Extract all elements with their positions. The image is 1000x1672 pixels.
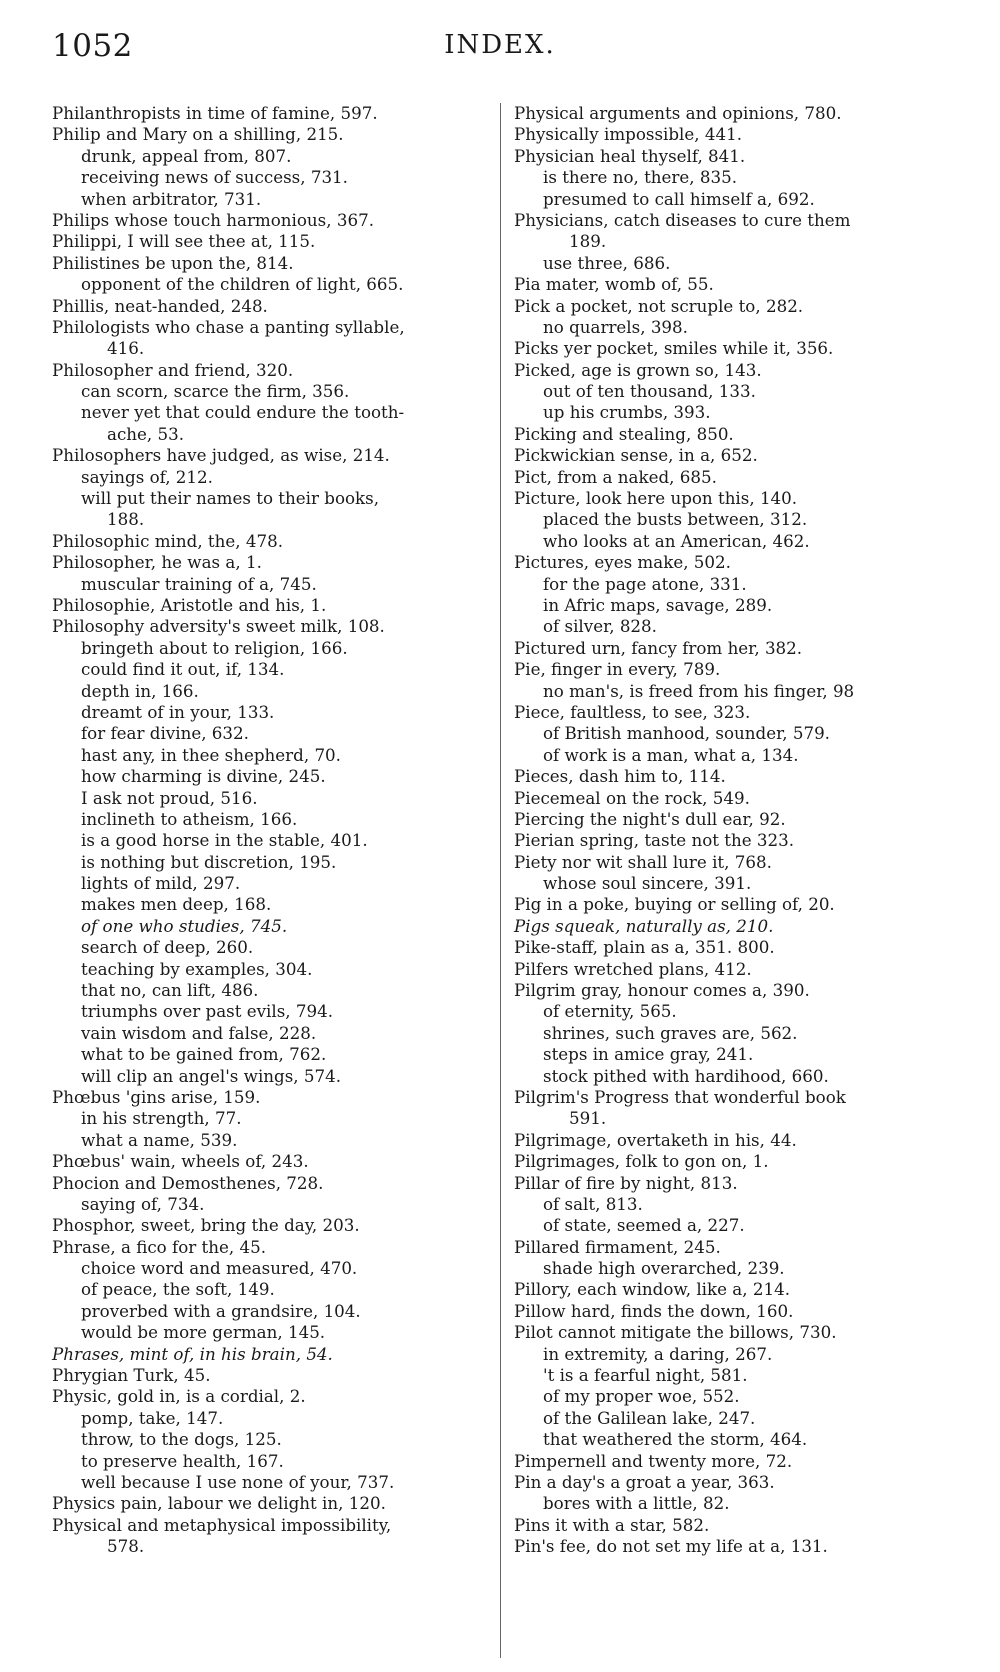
index-subentry: depth in, 166. bbox=[81, 680, 199, 701]
index-subentry: how charming is divine, 245. bbox=[81, 766, 326, 787]
index-subentry: of the Galilean lake, 247. bbox=[543, 1407, 756, 1428]
index-entry: Pilgrim's Progress that wonderful book bbox=[514, 1086, 846, 1107]
index-subentry: what to be gained from, 762. bbox=[81, 1044, 327, 1065]
index-subentry: presumed to call himself a, 692. bbox=[543, 188, 815, 209]
index-subentry: will put their names to their books, bbox=[81, 488, 380, 509]
index-entry: Pia mater, womb of, 55. bbox=[514, 274, 714, 295]
index-entry: Philip and Mary on a shilling, 215. bbox=[52, 124, 344, 145]
index-subentry: I ask not proud, 516. bbox=[81, 787, 258, 808]
index-entry: Pilgrim gray, honour comes a, 390. bbox=[514, 980, 810, 1001]
index-entry: Pin a day's a groat a year, 363. bbox=[514, 1472, 775, 1492]
index-subentry: drunk, appeal from, 807. bbox=[81, 145, 292, 166]
index-entry-continuation: 189. bbox=[569, 231, 607, 252]
index-subentry: search of deep, 260. bbox=[81, 937, 254, 958]
index-entry: Philosophie, Aristotle and his, 1. bbox=[52, 594, 327, 615]
index-subentry: well because I use none of your, 737. bbox=[81, 1472, 395, 1492]
index-subentry: throw, to the dogs, 125. bbox=[81, 1429, 282, 1450]
index-entry: Physics pain, labour we delight in, 120. bbox=[52, 1493, 386, 1514]
index-subentry: could find it out, if, 134. bbox=[81, 659, 285, 680]
index-entry: Physical arguments and opinions, 780. bbox=[514, 103, 842, 123]
index-subentry: dreamt of in your, 133. bbox=[81, 701, 275, 722]
index-entry: Philanthropists in time of famine, 597. bbox=[52, 103, 378, 123]
index-subentry: triumphs over past evils, 794. bbox=[81, 1001, 334, 1022]
index-subentry: 't is a fearful night, 581. bbox=[543, 1365, 748, 1386]
index-entry: Piety nor wit shall lure it, 768. bbox=[514, 851, 772, 872]
index-subentry: of peace, the soft, 149. bbox=[81, 1279, 275, 1300]
index-subentry: steps in amice gray, 241. bbox=[543, 1044, 754, 1065]
index-subentry: muscular training of a, 745. bbox=[81, 573, 317, 594]
index-entry: Philosophers have judged, as wise, 214. bbox=[52, 445, 390, 466]
index-entry: Philips whose touch harmonious, 367. bbox=[52, 209, 375, 230]
index-subentry: when arbitrator, 731. bbox=[81, 188, 262, 209]
index-entry: Philistines be upon the, 814. bbox=[52, 252, 294, 273]
index-entry: Pillory, each window, like a, 214. bbox=[514, 1279, 790, 1300]
index-subentry: will clip an angel's wings, 574. bbox=[81, 1065, 342, 1086]
index-subentry: of work is a man, what a, 134. bbox=[543, 744, 799, 765]
index-subentry: of salt, 813. bbox=[543, 1193, 643, 1214]
index-subentry: out of ten thousand, 133. bbox=[543, 381, 756, 402]
index-subentry: in his strength, 77. bbox=[81, 1108, 242, 1129]
index-entry: Phœbus' wain, wheels of, 243. bbox=[52, 1151, 309, 1172]
index-entry: Pillared firmament, 245. bbox=[514, 1236, 721, 1257]
index-subentry: choice word and measured, 470. bbox=[81, 1258, 358, 1279]
column-divider bbox=[500, 103, 501, 1658]
index-entry: Piecemeal on the rock, 549. bbox=[514, 787, 750, 808]
index-subentry: of silver, 828. bbox=[543, 616, 657, 637]
index-entry: Phosphor, sweet, bring the day, 203. bbox=[52, 1215, 360, 1236]
index-subentry: opponent of the children of light, 665. bbox=[81, 274, 404, 295]
index-entry: Pictured urn, fancy from her, 382. bbox=[514, 637, 803, 658]
index-entry: Pilot cannot mitigate the billows, 730. bbox=[514, 1322, 837, 1343]
index-subentry: for the page atone, 331. bbox=[543, 573, 747, 594]
index-subentry: bores with a little, 82. bbox=[543, 1493, 730, 1514]
index-entry: Physicians, catch diseases to cure them bbox=[514, 209, 851, 230]
index-entry: Pillow hard, finds the down, 160. bbox=[514, 1300, 794, 1321]
index-subentry: up his crumbs, 393. bbox=[543, 402, 711, 423]
index-entry: Pierian spring, taste not the 323. bbox=[514, 830, 795, 851]
index-subentry: of British manhood, sounder, 579. bbox=[543, 723, 830, 744]
index-subentry: placed the busts between, 312. bbox=[543, 509, 808, 530]
index-subentry: is nothing but discretion, 195. bbox=[81, 851, 337, 872]
index-subentry: whose soul sincere, 391. bbox=[543, 873, 752, 894]
index-entry: Philologists who chase a panting syllable, bbox=[52, 316, 405, 337]
index-entry: Phrase, a fico for the, 45. bbox=[52, 1236, 267, 1257]
index-entry-continuation: ache, 53. bbox=[107, 423, 185, 444]
index-entry: Pilfers wretched plans, 412. bbox=[514, 958, 752, 979]
index-subentry: proverbed with a grandsire, 104. bbox=[81, 1300, 361, 1321]
index-entry: Phrygian Turk, 45. bbox=[52, 1365, 211, 1386]
index-entry: Physician heal thyself, 841. bbox=[514, 145, 746, 166]
index-subentry: for fear divine, 632. bbox=[81, 723, 249, 744]
index-subentry: is there no, there, 835. bbox=[543, 167, 738, 188]
index-subentry: never yet that could endure the tooth- bbox=[81, 402, 405, 423]
index-entry: Pins it with a star, 582. bbox=[514, 1514, 710, 1535]
index-subentry: of eternity, 565. bbox=[543, 1001, 677, 1022]
index-entry: Phrases, mint of, in his brain, 54. bbox=[52, 1343, 333, 1364]
index-entry: Picks yer pocket, smiles while it, 356. bbox=[514, 338, 834, 359]
index-subentry: sayings of, 212. bbox=[81, 466, 213, 487]
index-entry: Pigs squeak, naturally as, 210. bbox=[514, 915, 774, 936]
index-entry: Physical and metaphysical impossibility, bbox=[52, 1514, 392, 1535]
index-subentry: can scorn, scarce the firm, 356. bbox=[81, 381, 350, 402]
index-subentry: inclineth to atheism, 166. bbox=[81, 808, 298, 829]
index-entry: Pilgrimage, overtaketh in his, 44. bbox=[514, 1129, 797, 1150]
index-subentry: hast any, in thee shepherd, 70. bbox=[81, 744, 341, 765]
index-subentry: bringeth about to religion, 166. bbox=[81, 637, 348, 658]
index-entry: Picking and stealing, 850. bbox=[514, 423, 734, 444]
index-entry: Philosophy adversity's sweet milk, 108. bbox=[52, 616, 385, 637]
index-subentry: of state, seemed a, 227. bbox=[543, 1215, 745, 1236]
index-entry: Pimpernell and twenty more, 72. bbox=[514, 1450, 793, 1471]
index-entry: Piercing the night's dull ear, 92. bbox=[514, 808, 786, 829]
index-entry: Pike-staff, plain as a, 351. 800. bbox=[514, 937, 775, 958]
index-entry: Physically impossible, 441. bbox=[514, 124, 743, 145]
index-entry-continuation: 591. bbox=[569, 1108, 607, 1129]
index-entry: Physic, gold in, is a cordial, 2. bbox=[52, 1386, 306, 1407]
index-entry: Pin's fee, do not set my life at a, 131. bbox=[514, 1536, 828, 1557]
index-entry: Pie, finger in every, 789. bbox=[514, 659, 721, 680]
index-entry: Phillis, neat-handed, 248. bbox=[52, 295, 268, 316]
index-entry: Phœbus 'gins arise, 159. bbox=[52, 1086, 261, 1107]
index-subentry: that no, can lift, 486. bbox=[81, 980, 259, 1001]
index-entry-continuation: 416. bbox=[107, 338, 145, 359]
page-title: INDEX. bbox=[444, 30, 556, 60]
index-subentry: that weathered the storm, 464. bbox=[543, 1429, 808, 1450]
index-entry: Picked, age is grown so, 143. bbox=[514, 359, 762, 380]
index-subentry: who looks at an American, 462. bbox=[543, 530, 810, 551]
index-subentry: of my proper woe, 552. bbox=[543, 1386, 740, 1407]
index-entry: Pillar of fire by night, 813. bbox=[514, 1172, 738, 1193]
index-entry-continuation: 188. bbox=[107, 509, 145, 530]
index-subentry: is a good horse in the stable, 401. bbox=[81, 830, 368, 851]
index-subentry: no man's, is freed from his finger, 98 bbox=[543, 680, 855, 701]
page-header bbox=[0, 28, 1000, 78]
index-entry: Pilgrimages, folk to gon on, 1. bbox=[514, 1151, 769, 1172]
index-subentry: of one who studies, 745. bbox=[81, 915, 288, 936]
index-subentry: in extremity, a daring, 267. bbox=[543, 1343, 773, 1364]
index-subentry: shrines, such graves are, 562. bbox=[543, 1022, 798, 1043]
index-entry: Philippi, I will see thee at, 115. bbox=[52, 231, 316, 252]
index-subentry: stock pithed with hardihood, 660. bbox=[543, 1065, 829, 1086]
index-subentry: pomp, take, 147. bbox=[81, 1407, 224, 1428]
index-subentry: makes men deep, 168. bbox=[81, 894, 272, 915]
index-subentry: teaching by examples, 304. bbox=[81, 958, 313, 979]
index-entry: Pig in a poke, buying or selling of, 20. bbox=[514, 894, 835, 915]
index-subentry: in Afric maps, savage, 289. bbox=[543, 594, 773, 615]
index-subentry: use three, 686. bbox=[543, 252, 671, 273]
index-subentry: receiving news of success, 731. bbox=[81, 167, 348, 188]
index-entry: Pickwickian sense, in a, 652. bbox=[514, 445, 758, 466]
index-entry: Pieces, dash him to, 114. bbox=[514, 766, 726, 787]
index-entry: Philosopher, he was a, 1. bbox=[52, 552, 262, 573]
index-subentry: no quarrels, 398. bbox=[543, 316, 688, 337]
index-entry-continuation: 578. bbox=[107, 1536, 145, 1557]
page-number: 1052 bbox=[52, 28, 133, 64]
index-entry: Pict, from a naked, 685. bbox=[514, 466, 717, 487]
index-subentry: what a name, 539. bbox=[81, 1129, 238, 1150]
index-subentry: lights of mild, 297. bbox=[81, 873, 241, 894]
index-entry: Pictures, eyes make, 502. bbox=[514, 552, 731, 573]
index-entry: Philosophic mind, the, 478. bbox=[52, 530, 284, 551]
index-subentry: saying of, 734. bbox=[81, 1193, 205, 1214]
index-entry: Pick a pocket, not scruple to, 282. bbox=[514, 295, 804, 316]
index-entry: Piece, faultless, to see, 323. bbox=[514, 701, 751, 722]
index-entry: Philosopher and friend, 320. bbox=[52, 359, 294, 380]
right-index-column bbox=[514, 103, 954, 1558]
left-index-column bbox=[52, 103, 492, 1558]
index-subentry: shade high overarched, 239. bbox=[543, 1258, 785, 1279]
index-subentry: to preserve health, 167. bbox=[81, 1450, 284, 1471]
index-subentry: vain wisdom and false, 228. bbox=[81, 1022, 317, 1043]
index-subentry: would be more german, 145. bbox=[81, 1322, 326, 1343]
index-entry: Phocion and Demosthenes, 728. bbox=[52, 1172, 324, 1193]
index-entry: Picture, look here upon this, 140. bbox=[514, 488, 798, 509]
